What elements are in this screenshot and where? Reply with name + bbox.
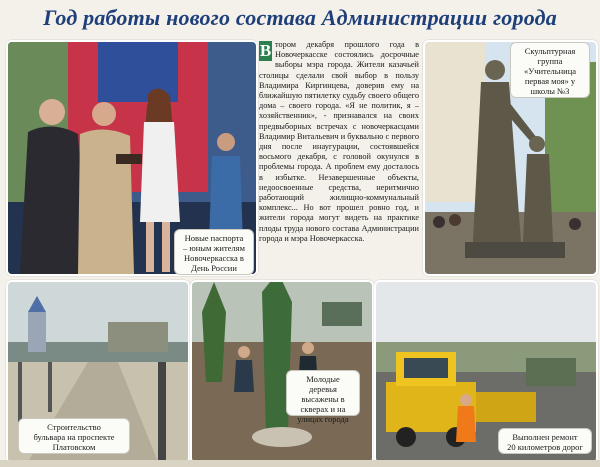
article-headline: Год работы нового состава Администрации города xyxy=(43,5,557,30)
caption-trees: Молодые деревья высажены в скверах и на улицах города xyxy=(286,370,360,416)
caption-passports: Новые паспорта – юным жителям Новочеркасска в День России xyxy=(174,229,254,275)
page-bottom-strip xyxy=(0,460,600,467)
article-text: тором декабря прошлого года в Новочеркасске состоялись досрочные выборы мэра города. Жители казачьей столицы сделали свой выбор в пользу Владимира Киргинцева, доверив ему на ближайшую пятилетку судьбу своего общего дома – своего города. «Я не политик, я – хозяйственник», - признавался на своих предвыборных встречах с новочеркасцами Владимир Витальевич и буквально с первого дня после инаугурации, состоявшейся восьмого декабря, с головой окунулся в проблемы города. А проблем ему досталось в избытке. Незавершенные объекты, недоосвоенные средства, неритмично работающий жилищно-коммунальный комплекс... Но вот прошел ровно год, и жители города могут видеть на практике плоды труда нового состава Администрации города и мэра Новочеркасска. xyxy=(259,40,419,243)
caption-sculpture: Скульптурная группа «Учительница первая моя» у школы №3 xyxy=(510,42,590,98)
dropcap: В xyxy=(259,41,272,60)
caption-boulevard: Строительство бульвара на проспекте Платовском xyxy=(18,418,130,454)
caption-road: Выполнен ремонт 20 километров дорог xyxy=(498,428,592,454)
article-body xyxy=(259,40,419,272)
